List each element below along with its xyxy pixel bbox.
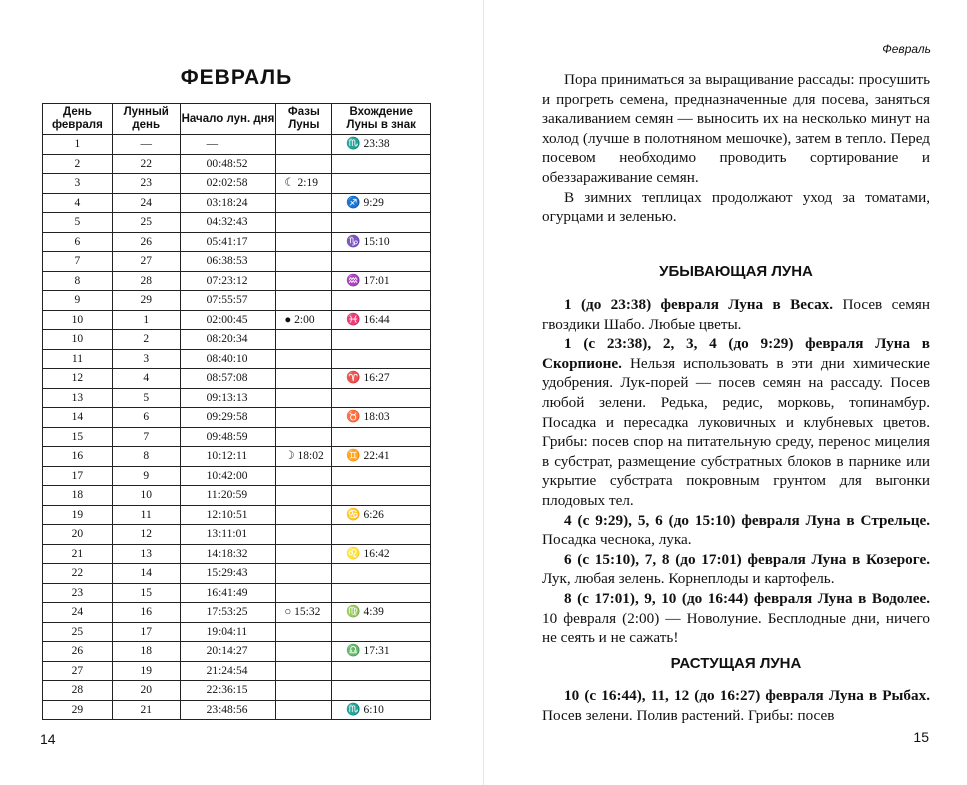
header-lunar-day: Лунный день <box>112 104 180 135</box>
table-row <box>43 388 431 408</box>
start-time-cell: 14:18:32 <box>180 544 276 564</box>
day-cell: 24 <box>43 603 113 623</box>
start-time-cell: 15:29:43 <box>180 564 276 584</box>
phase-cell <box>276 564 332 584</box>
table-row <box>43 681 431 701</box>
start-time-cell: 03:18:24 <box>180 193 276 213</box>
start-time-cell: 02:00:45 <box>180 310 276 330</box>
start-time-cell: 22:36:15 <box>180 681 276 701</box>
zodiac-cell: ♎ 17:31 <box>332 642 431 662</box>
zodiac-cell: ♉ 18:03 <box>332 408 431 428</box>
day-cell: 17 <box>43 466 113 486</box>
phase-cell <box>276 466 332 486</box>
phase-cell: ● 2:00 <box>276 310 332 330</box>
start-time-cell: 02:02:58 <box>180 174 276 194</box>
phase-cell: ○ 15:32 <box>276 603 332 623</box>
table-row <box>43 525 431 545</box>
day-cell: 9 <box>43 291 113 311</box>
phase-cell <box>276 135 332 155</box>
day-cell: 18 <box>43 486 113 506</box>
start-time-cell: 08:57:08 <box>180 369 276 389</box>
start-time-cell: 16:41:49 <box>180 583 276 603</box>
lunar-day-cell: 2 <box>112 330 180 350</box>
phase-cell <box>276 349 332 369</box>
section-heading-waning: УБЫВАЮЩАЯ ЛУНА <box>659 263 813 280</box>
zodiac-cell <box>332 154 431 174</box>
start-time-cell: 10:42:00 <box>180 466 276 486</box>
page-number-right: 15 <box>913 729 929 745</box>
table-row <box>43 213 431 233</box>
section-heading-waxing: РАСТУЩАЯ ЛУНА <box>670 655 802 672</box>
day-cell: 11 <box>43 349 113 369</box>
table-row <box>43 505 431 525</box>
intro-paragraph: Пора приниматься за выращивание рассады: просушить и прогреть семена, предназначенные для посева, заняться закаливанием семян — выносить их на несколько минут на холод (лучше в полотняном мешочке), затем в тепло. Перед посевом необходимо проводить сортирование и обеззараживание семян. <box>542 71 930 186</box>
start-time-cell: 23:48:56 <box>180 700 276 720</box>
table-row <box>43 271 431 291</box>
intro-paragraph: В зимних теплицах продолжают уход за томатами, огурцами и зеленью. <box>542 188 930 226</box>
start-time-cell: 12:10:51 <box>180 505 276 525</box>
phase-cell <box>276 525 332 545</box>
lunar-day-cell: 5 <box>112 388 180 408</box>
page-title: ФЕВРАЛЬ <box>180 66 293 89</box>
list-item <box>542 295 930 334</box>
item-date: 8 (с 17:01), 9, 10 (до 16:44) февраля Луна в Водолее. <box>564 589 930 607</box>
zodiac-cell <box>332 525 431 545</box>
zodiac-cell: ♌ 16:42 <box>332 544 431 564</box>
phase-cell <box>276 408 332 428</box>
table-row <box>43 330 431 350</box>
zodiac-cell <box>332 681 431 701</box>
lunar-day-cell: 7 <box>112 427 180 447</box>
start-time-cell: 09:48:59 <box>180 427 276 447</box>
phase-cell <box>276 291 332 311</box>
item-date: 10 (с 16:44), 11, 12 (до 16:27) февраля Луна в Рыбах. <box>564 687 930 704</box>
day-cell: 29 <box>43 700 113 720</box>
item-text: 10 февраля (2:00) — Новолуние. Бесплодные дни, ничего не сеять и не сажать! <box>542 609 930 647</box>
table-row <box>43 252 431 272</box>
lunar-day-cell: 17 <box>112 622 180 642</box>
start-time-cell: 05:41:17 <box>180 232 276 252</box>
phase-cell <box>276 232 332 252</box>
phase-cell <box>276 154 332 174</box>
start-time-cell: 08:40:10 <box>180 349 276 369</box>
zodiac-cell <box>332 330 431 350</box>
table-row <box>43 408 431 428</box>
zodiac-cell: ♏ 23:38 <box>332 135 431 155</box>
list-item <box>542 334 930 510</box>
day-cell: 10 <box>43 310 113 330</box>
zodiac-cell: ♋ 6:26 <box>332 505 431 525</box>
lunar-day-cell: 6 <box>112 408 180 428</box>
table-row <box>43 486 431 506</box>
day-cell: 21 <box>43 544 113 564</box>
phase-cell <box>276 193 332 213</box>
phase-cell: ☾ 2:19 <box>276 174 332 194</box>
zodiac-cell: ♓ 16:44 <box>332 310 431 330</box>
item-text: Посев семян гвоздики Шабо. Любые цветы. <box>542 296 930 333</box>
lunar-day-cell: 18 <box>112 642 180 662</box>
table-row <box>43 135 431 155</box>
day-cell: 20 <box>43 525 113 545</box>
day-cell: 25 <box>43 622 113 642</box>
phase-cell <box>276 622 332 642</box>
zodiac-cell: ♈ 16:27 <box>332 369 431 389</box>
day-cell: 15 <box>43 427 113 447</box>
day-cell: 28 <box>43 681 113 701</box>
start-time-cell: 00:48:52 <box>180 154 276 174</box>
page-number-left: 14 <box>40 731 56 747</box>
zodiac-cell <box>332 388 431 408</box>
phase-cell <box>276 544 332 564</box>
phase-cell <box>276 213 332 233</box>
zodiac-cell <box>332 252 431 272</box>
start-time-cell: 21:24:54 <box>180 661 276 681</box>
day-cell: 19 <box>43 505 113 525</box>
zodiac-cell <box>332 661 431 681</box>
day-cell: 27 <box>43 661 113 681</box>
start-time-cell: 09:13:13 <box>180 388 276 408</box>
phase-cell <box>276 486 332 506</box>
list-item <box>542 511 930 550</box>
item-date: 1 (с 23:38), 2, 3, 4 (до 9:29) февраля Луна в Скорпионе. <box>542 335 930 372</box>
zodiac-cell: ♊ 22:41 <box>332 447 431 467</box>
item-date: 1 (до 23:38) февраля Луна в Весах. <box>564 296 834 313</box>
day-cell: 2 <box>43 154 113 174</box>
start-time-cell: 07:23:12 <box>180 271 276 291</box>
phase-cell <box>276 388 332 408</box>
list-item <box>542 550 930 589</box>
left-page <box>0 0 483 785</box>
lunar-day-cell: 12 <box>112 525 180 545</box>
lunar-day-cell: — <box>112 135 180 155</box>
start-time-cell: 08:20:34 <box>180 330 276 350</box>
phase-cell <box>276 583 332 603</box>
phase-cell <box>276 642 332 662</box>
phase-cell <box>276 271 332 291</box>
item-text: Посев зелени. Полив растений. Грибы: посев <box>542 706 835 724</box>
zodiac-cell <box>332 466 431 486</box>
lunar-day-cell: 13 <box>112 544 180 564</box>
start-time-cell: 13:11:01 <box>180 525 276 545</box>
start-time-cell: — <box>180 135 276 155</box>
phase-cell <box>276 330 332 350</box>
table-row <box>43 154 431 174</box>
lunar-day-cell: 10 <box>112 486 180 506</box>
start-time-cell: 09:29:58 <box>180 408 276 428</box>
lunar-day-cell: 1 <box>112 310 180 330</box>
header-start: Начало лун. дня <box>180 104 276 135</box>
lunar-day-cell: 26 <box>112 232 180 252</box>
lunar-day-cell: 15 <box>112 583 180 603</box>
day-cell: 3 <box>43 174 113 194</box>
lunar-day-cell: 16 <box>112 603 180 623</box>
day-cell: 26 <box>43 642 113 662</box>
table-body <box>43 135 431 720</box>
day-cell: 16 <box>43 447 113 467</box>
lunar-day-cell: 4 <box>112 369 180 389</box>
zodiac-cell: ♍ 4:39 <box>332 603 431 623</box>
zodiac-cell: ♑ 15:10 <box>332 232 431 252</box>
day-cell: 10 <box>43 330 113 350</box>
day-cell: 6 <box>43 232 113 252</box>
table-row <box>43 193 431 213</box>
day-cell: 1 <box>43 135 113 155</box>
header-phases: Фазы Луны <box>276 104 332 135</box>
zodiac-cell <box>332 349 431 369</box>
list-item <box>542 589 930 648</box>
start-time-cell: 06:38:53 <box>180 252 276 272</box>
zodiac-cell <box>332 583 431 603</box>
day-cell: 12 <box>43 369 113 389</box>
start-time-cell: 17:53:25 <box>180 603 276 623</box>
lunar-day-cell: 24 <box>112 193 180 213</box>
table-row <box>43 622 431 642</box>
table-row <box>43 310 431 330</box>
day-cell: 4 <box>43 193 113 213</box>
start-time-cell: 04:32:43 <box>180 213 276 233</box>
table-row <box>43 369 431 389</box>
table-row <box>43 291 431 311</box>
list-item <box>542 686 930 725</box>
table-row <box>43 232 431 252</box>
phase-cell <box>276 427 332 447</box>
table-row <box>43 642 431 662</box>
zodiac-cell: ♐ 9:29 <box>332 193 431 213</box>
day-cell: 14 <box>43 408 113 428</box>
start-time-cell: 20:14:27 <box>180 642 276 662</box>
lunar-day-cell: 20 <box>112 681 180 701</box>
day-cell: 13 <box>43 388 113 408</box>
lunar-day-cell: 11 <box>112 505 180 525</box>
item-text: Лук, любая зелень. Корнеплоды и картофель. <box>542 570 835 588</box>
day-cell: 5 <box>43 213 113 233</box>
lunar-day-cell: 9 <box>112 466 180 486</box>
lunar-day-cell: 23 <box>112 174 180 194</box>
zodiac-cell <box>332 622 431 642</box>
lunar-day-cell: 28 <box>112 271 180 291</box>
lunar-calendar-table <box>42 103 431 720</box>
waning-section <box>542 295 930 648</box>
day-cell: 22 <box>43 564 113 584</box>
start-time-cell: 11:20:59 <box>180 486 276 506</box>
running-head: Февраль <box>882 42 931 56</box>
lunar-day-cell: 29 <box>112 291 180 311</box>
table-row <box>43 466 431 486</box>
lunar-day-cell: 22 <box>112 154 180 174</box>
phase-cell <box>276 369 332 389</box>
table-row <box>43 564 431 584</box>
table-row <box>43 700 431 720</box>
lunar-day-cell: 21 <box>112 700 180 720</box>
phase-cell <box>276 681 332 701</box>
item-date: 4 (с 9:29), 5, 6 (до 15:10) февраля Луна в Стрельце. <box>564 511 930 529</box>
item-text: Посадка чеснока, лука. <box>542 531 692 549</box>
waxing-section <box>542 686 930 725</box>
lunar-day-cell: 8 <box>112 447 180 467</box>
right-page <box>484 0 967 785</box>
table-row <box>43 661 431 681</box>
day-cell: 8 <box>43 271 113 291</box>
zodiac-cell <box>332 291 431 311</box>
zodiac-cell: ♒ 17:01 <box>332 271 431 291</box>
table-row <box>43 447 431 467</box>
phase-cell <box>276 252 332 272</box>
table-header-row <box>43 104 431 135</box>
day-cell: 23 <box>43 583 113 603</box>
table-row <box>43 427 431 447</box>
table-row <box>43 583 431 603</box>
phase-cell: ☽ 18:02 <box>276 447 332 467</box>
phase-cell <box>276 505 332 525</box>
phase-cell <box>276 700 332 720</box>
lunar-day-cell: 19 <box>112 661 180 681</box>
lunar-day-cell: 3 <box>112 349 180 369</box>
zodiac-cell <box>332 427 431 447</box>
start-time-cell: 07:55:57 <box>180 291 276 311</box>
start-time-cell: 19:04:11 <box>180 622 276 642</box>
phase-cell <box>276 661 332 681</box>
lunar-day-cell: 27 <box>112 252 180 272</box>
table-row <box>43 174 431 194</box>
item-date: 6 (с 15:10), 7, 8 (до 17:01) февраля Луна в Козероге. <box>564 550 930 568</box>
zodiac-cell <box>332 213 431 233</box>
intro-text <box>542 70 930 227</box>
header-day: День февраля <box>43 104 113 135</box>
zodiac-cell <box>332 174 431 194</box>
header-zodiac: Вхождение Луны в знак <box>332 104 431 135</box>
item-text: Нельзя использовать в эти дни химические удобрения. Лук-порей — посев семян на рассаду. Посев любой зелени. Редька, редис, морковь, топинамбур. Посадка и пересадка луковичных и клубневых цветов. Грибы: посев спор на питательную среду, перенос мицелия в субстрат, размещение субстратных блоков в парнике или укрытие субстрата покровным грунтом для выгонки плодовых тел. <box>542 354 930 509</box>
table-row <box>43 349 431 369</box>
start-time-cell: 10:12:11 <box>180 447 276 467</box>
zodiac-cell <box>332 486 431 506</box>
zodiac-cell: ♏ 6:10 <box>332 700 431 720</box>
day-cell: 7 <box>43 252 113 272</box>
table-row <box>43 603 431 623</box>
lunar-day-cell: 25 <box>112 213 180 233</box>
lunar-day-cell: 14 <box>112 564 180 584</box>
table-row <box>43 544 431 564</box>
zodiac-cell <box>332 564 431 584</box>
